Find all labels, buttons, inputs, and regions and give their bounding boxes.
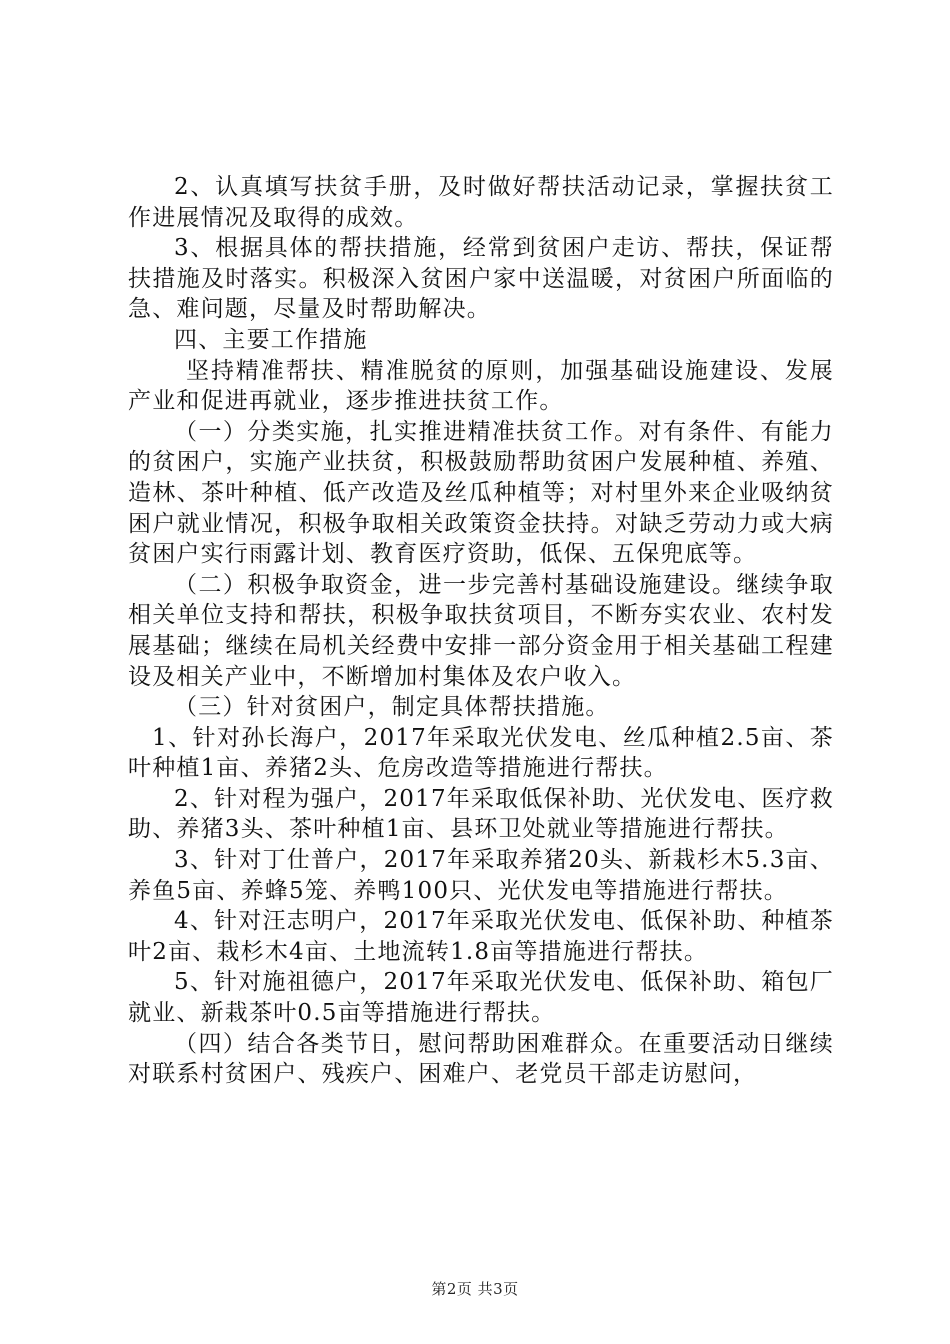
paragraph-measure-3: （三）针对贫困户，制定具体帮扶措施。 bbox=[174, 694, 610, 721]
paragraph-household-1: 1、针对孙长海户，2017年采取光伏发电、丝瓜种植2.5亩、茶叶种植1亩、养猪2头、危房改造等措施进行帮扶。 bbox=[128, 724, 834, 782]
paragraph-measure-2: （二）积极争取资金，进一步完善村基础设施建设。继续争取相关单位支持和帮扶，积极争取扶贫项目，不断夯实农业、农村发展基础；继续在局机关经费中安排一部分资金用于相关基础工程建设及相关产业中，不断增加村集体及农户收入。 bbox=[128, 571, 834, 690]
document-body bbox=[128, 172, 834, 1090]
paragraph-household-4: 4、针对汪志明户，2017年采取光伏发电、低保补助、种植茶叶2亩、栽杉木4亩、土地流转1.8亩等措施进行帮扶。 bbox=[128, 908, 834, 965]
page-number: 第2页 共3页 bbox=[431, 1280, 519, 1298]
paragraph-item-3: 3、根据具体的帮扶措施，经常到贫困户走访、帮扶，保证帮扶措施及时落实。积极深入贫困户家中送温暖，对贫困户所面临的急、难问题，尽量及时帮助解决。 bbox=[128, 235, 834, 323]
section-heading-measures: 四、主要工作措施 bbox=[174, 326, 368, 353]
paragraph-household-5: 5、针对施祖德户，2017年采取光伏发电、低保补助、箱包厂就业、新栽茶叶0.5亩等措施进行帮扶。 bbox=[128, 969, 834, 1027]
paragraph-measure-1: （一）分类实施，扎实推进精准扶贫工作。对有条件、有能力的贫困户，实施产业扶贫，积极鼓励帮助贫困户发展种植、养殖、造林、茶叶种植、低产改造及丝瓜种植等；对村里外来企业吸纳贫困户就业情况，积极争取相关政策资金扶持。对缺乏劳动力或大病贫困户实行雨露计划、教育医疗资助，低保、五保兜底等。 bbox=[128, 418, 834, 568]
paragraph-item-2: 2、认真填写扶贫手册，及时做好帮扶活动记录，掌握扶贫工作进展情况及取得的成效。 bbox=[128, 174, 834, 231]
paragraph-principle: 坚持精准帮扶、精准脱贫的原则，加强基础设施建设、发展产业和促进再就业，逐步推进扶贫工作。 bbox=[128, 357, 834, 415]
paragraph-household-2: 2、针对程为强户，2017年采取低保补助、光伏发电、医疗救助、养猪3头、茶叶种植1亩、县环卫处就业等措施进行帮扶。 bbox=[128, 785, 834, 843]
paragraph-measure-4: （四）结合各类节日，慰问帮助困难群众。在重要活动日继续对联系村贫困户、残疾户、困难户、老党员干部走访慰问， bbox=[128, 1030, 834, 1088]
paragraph-household-3: 3、针对丁仕普户，2017年采取养猪20头、新栽杉木5.3亩、养鱼5亩、养蜂5笼、养鸭100只、光伏发电等措施进行帮扶。 bbox=[128, 847, 834, 904]
